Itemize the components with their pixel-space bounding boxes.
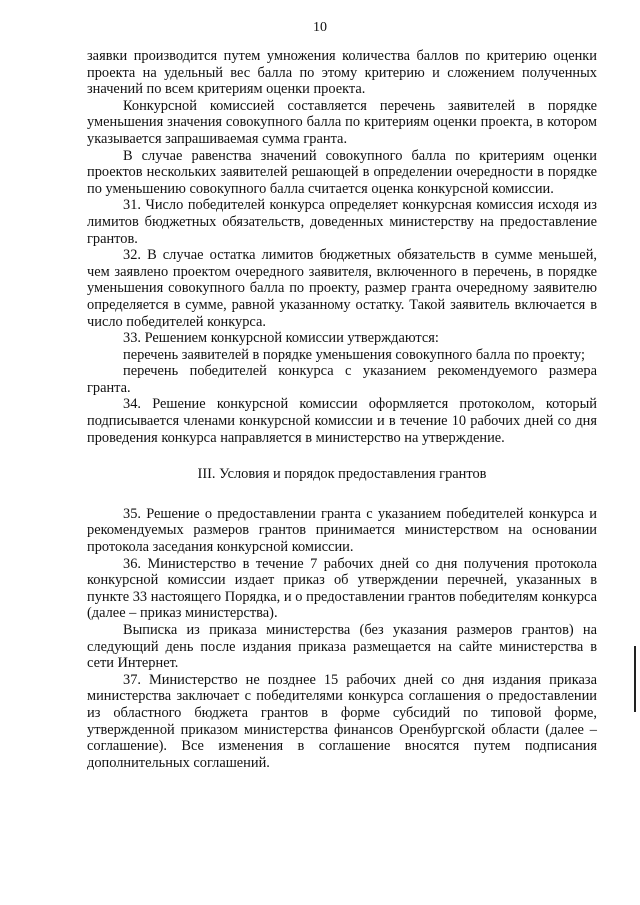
paragraph-34: 34. Решение конкурсной комиссии оформляется протоколом, который подписывается членами конкурсной комиссии и в течение 10 рабочих дней со дня проведения конкурса направляется в министерство на утверждение. bbox=[87, 396, 597, 446]
document-body bbox=[87, 48, 597, 771]
paragraph-33-list-applicants: перечень заявителей в порядке уменьшения совокупного балла по проекту; bbox=[123, 346, 586, 363]
section-heading: III. Условия и порядок предоставления грантов bbox=[197, 466, 487, 483]
paragraph-32: 32. В случае остатка лимитов бюджетных обязательств в сумме меньшей, чем заявлено проектом очередного заявителя, включенного в перечень, в порядке уменьшения совокупного балла по проекту, размер гранта очередному заявителю определяется в сумме, равной указанному остатку. Такой заявитель включается в число победителей конкурса. bbox=[87, 247, 597, 330]
paragraph-equal-score: В случае равенства значений совокупного балла по критериям оценки проектов нескольких заявителей решающей в определении очередности в порядке по уменьшению совокупного балла считается оценка конкурсной комиссии. bbox=[87, 147, 597, 197]
paragraph-31: 31. Число победителей конкурса определяет конкурсная комиссия исходя из лимитов бюджетных обязательств, доведенных министерству на предоставление грантов. bbox=[87, 197, 597, 247]
paragraph-continuation: заявки производится путем умножения количества баллов по критерию оценки проекта на удельный вес балла по этому критерию и сложением полученных значений по всем критериям оценки проекта. bbox=[87, 48, 597, 98]
paragraph-ranking-list: Конкурсной комиссией составляется перечень заявителей в порядке уменьшения значения совокупного балла по критериям оценки проекта, в котором указывается запрашиваемая сумма гранта. bbox=[87, 97, 597, 147]
paragraph-36: 36. Министерство в течение 7 рабочих дней со дня получения протокола конкурсной комиссии издает приказ об утверждении перечней, указанных в пункте 33 настоящего Порядка, и о предоставлении грантов победителям конкурса (далее – приказ министерства). bbox=[87, 555, 597, 622]
page-number: 10 bbox=[313, 20, 327, 35]
paragraph-33: 33. Решением конкурсной комиссии утверждаются: bbox=[123, 330, 439, 347]
paragraph-37: 37. Министерство не позднее 15 рабочих дней со дня издания приказа министерства заключает с победителями конкурса соглашения о предоставлении из областного бюджета грантов в форме субсидий по типовой форме, утвержденной приказом министерства финансов Оренбургской области (далее – соглашение). Все изменения в соглашение вносятся путем подписания дополнительных соглашений. bbox=[87, 671, 597, 771]
scan-edge-mark bbox=[634, 646, 636, 712]
paragraph-35: 35. Решение о предоставлении гранта с указанием победителей конкурса и рекомендуемых размеров грантов принимается министерством на основании протокола заседания конкурсной комиссии. bbox=[87, 505, 597, 556]
paragraph-extract: Выписка из приказа министерства (без указания размеров грантов) на следующий день после издания приказа размещается на сайте министерства в сети Интернет. bbox=[87, 622, 597, 672]
paragraph-33-list-winners: перечень победителей конкурса с указанием рекомендуемого размера гранта. bbox=[87, 363, 597, 396]
